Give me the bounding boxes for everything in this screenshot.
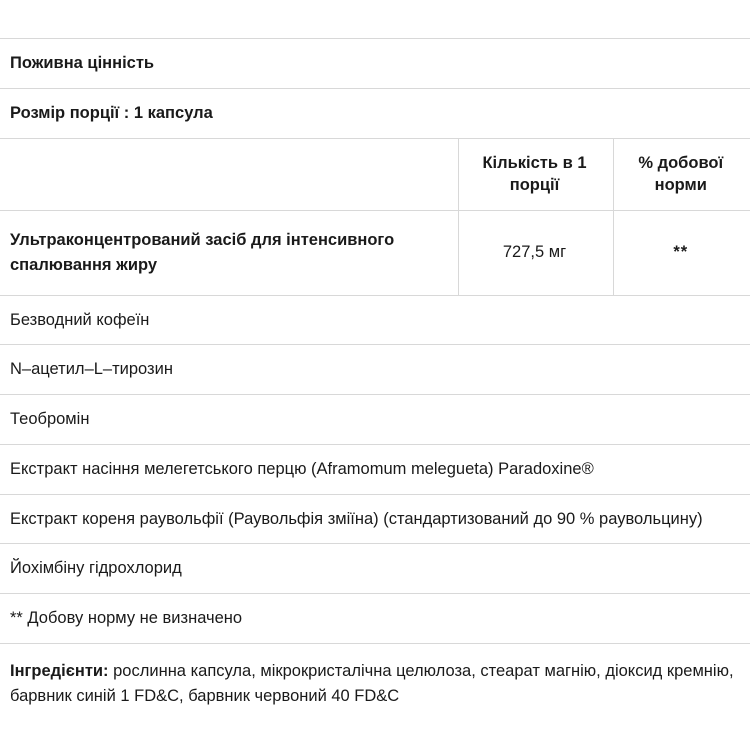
serving-size: Розмір порції : 1 капсула xyxy=(0,88,750,138)
supplement-facts-panel xyxy=(0,38,750,708)
ingredients-label: Інгредієнти: xyxy=(10,661,109,680)
blend-amount: 727,5 мг xyxy=(458,211,613,296)
header-blank xyxy=(0,138,458,211)
table-row xyxy=(0,444,750,494)
daily-value-footnote: ** Добову норму не визначено xyxy=(0,594,750,644)
ingredients-text: рослинна капсула, мікрокристалічна целюлоза, стеарат магнію, діоксид кремнію, барвник синій 1 FD&C, барвник червоний 40 FD&C xyxy=(10,661,734,705)
table-row xyxy=(0,295,750,345)
ingredient-name: Безводний кофеїн xyxy=(0,295,750,345)
ingredient-name: Екстракт кореня раувольфії (Раувольфія зміїна) (стандартизований до 90 % раувольцину) xyxy=(0,494,750,544)
blend-daily-value: ** xyxy=(613,211,750,296)
serving-size-row xyxy=(0,88,750,138)
blend-name: Ультраконцентрований засіб для інтенсивного спалювання жиру xyxy=(0,211,458,296)
table-title-row xyxy=(0,39,750,89)
table-row-blend xyxy=(0,211,750,296)
header-amount-per-serving: Кількість в 1 порції xyxy=(458,138,613,211)
ingredient-name: Екстракт насіння мелегетського перцю (Aframomum melegueta) Paradoxine® xyxy=(0,444,750,494)
nutrition-table xyxy=(0,38,750,644)
header-daily-value: % добової норми xyxy=(613,138,750,211)
ingredient-name: Йохімбіну гідрохлорид xyxy=(0,544,750,594)
table-row xyxy=(0,395,750,445)
ingredients-section xyxy=(0,644,750,709)
ingredient-name: Теобромін xyxy=(0,395,750,445)
table-footnote-row xyxy=(0,594,750,644)
nutrition-title: Поживна цінність xyxy=(0,39,750,89)
ingredient-name: N–ацетил–L–тирозин xyxy=(0,345,750,395)
column-header-row xyxy=(0,138,750,211)
table-row xyxy=(0,494,750,544)
table-row xyxy=(0,544,750,594)
table-row xyxy=(0,345,750,395)
